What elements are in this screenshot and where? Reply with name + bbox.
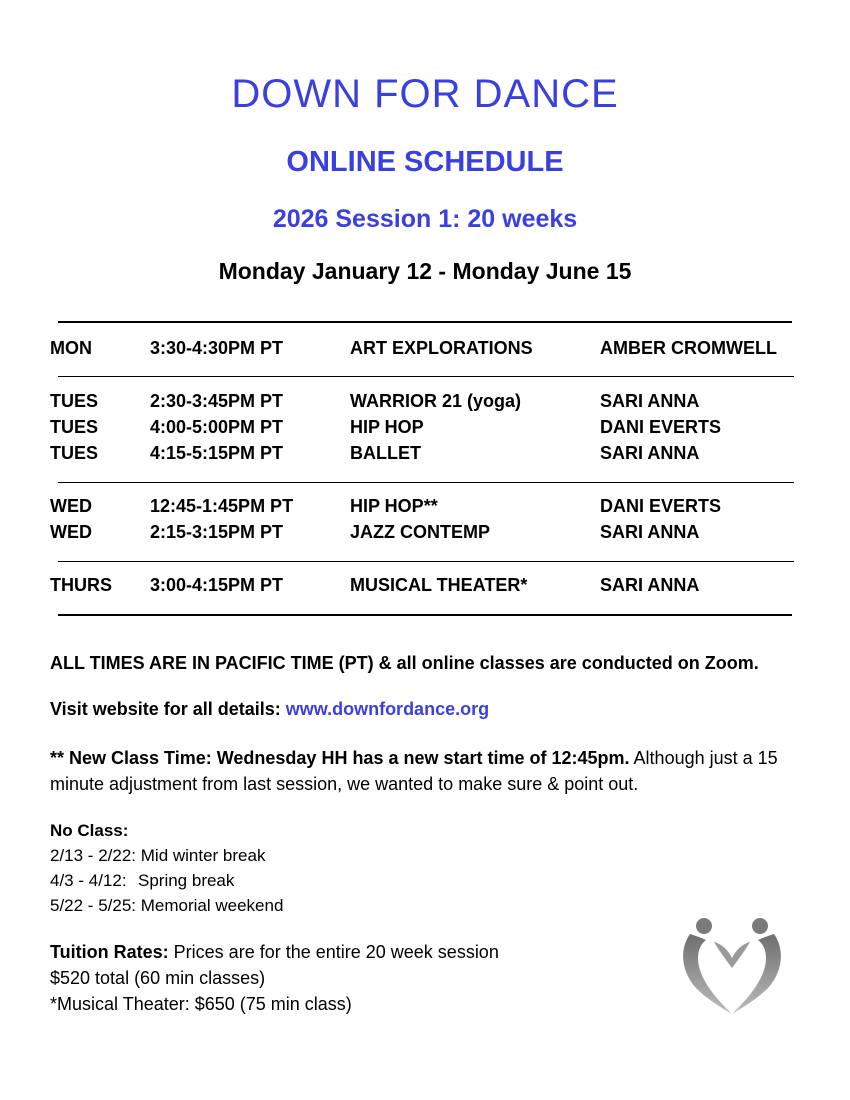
schedule-row xyxy=(50,522,810,546)
schedule-class: ART EXPLORATIONS xyxy=(350,338,533,358)
divider xyxy=(58,561,794,562)
no-class-reason: Mid winter break xyxy=(140,846,266,865)
schedule-teacher: AMBER CROMWELL xyxy=(600,338,777,358)
session-dates: Monday January 12 - Monday June 15 xyxy=(218,258,632,284)
tuition-label: Tuition Rates: xyxy=(50,942,169,962)
no-class-dates: 2/13 - 2/22: xyxy=(50,846,137,865)
no-class-reason: Spring break xyxy=(138,871,235,890)
schedule-teacher: SARI ANNA xyxy=(600,522,700,542)
schedule-day: TUES xyxy=(50,417,99,437)
no-class-dates: 5/22 - 5/25: xyxy=(50,896,137,915)
heart-figures-logo-icon xyxy=(676,912,788,1022)
session-title: 2026 Session 1: 20 weeks xyxy=(272,205,578,233)
schedule-time: 2:15-3:15PM PT xyxy=(150,522,284,542)
schedule-teacher: SARI ANNA xyxy=(600,391,700,411)
schedule-class: WARRIOR 21 (yoga) xyxy=(350,391,522,411)
no-class-heading: No Class: xyxy=(50,821,129,840)
divider xyxy=(58,614,792,616)
no-class-dates: 4/3 - 4/12: xyxy=(50,871,127,890)
website-link[interactable]: www.downfordance.org xyxy=(285,699,490,719)
list-item xyxy=(50,868,810,893)
website-line xyxy=(50,696,810,722)
brand-title: DOWN FOR DANCE xyxy=(231,72,619,116)
schedule-row xyxy=(50,391,810,415)
schedule-time: 3:30-4:30PM PT xyxy=(150,338,284,358)
schedule-time: 4:15-5:15PM PT xyxy=(150,443,284,463)
schedule-class: HIP HOP xyxy=(350,417,424,437)
schedule-row xyxy=(50,417,810,441)
divider xyxy=(58,321,792,323)
no-class-reason: Memorial weekend xyxy=(140,896,284,915)
tuition-line: $520 total (60 min classes) xyxy=(50,968,266,988)
schedule-row xyxy=(50,443,810,467)
schedule-time: 3:00-4:15PM PT xyxy=(150,575,284,595)
divider xyxy=(58,482,794,483)
schedule-time: 4:00-5:00PM PT xyxy=(150,417,284,437)
new-time-note xyxy=(50,745,810,797)
schedule-teacher: SARI ANNA xyxy=(600,443,700,463)
schedule-day: THURS xyxy=(50,575,112,595)
new-time-bold: ** New Class Time: Wednesday HH has a new start time of 12:45pm. xyxy=(50,748,630,768)
schedule-class: MUSICAL THEATER* xyxy=(350,575,528,595)
new-time-rest: Although just a 15 minute adjustment from last session, we wanted to make sure & point out. xyxy=(50,748,778,794)
list-item xyxy=(50,843,810,868)
schedule-time: 2:30-3:45PM PT xyxy=(150,391,284,411)
schedule-day: WED xyxy=(50,496,92,516)
page-title: ONLINE SCHEDULE xyxy=(286,146,564,178)
schedule-class: HIP HOP** xyxy=(350,496,438,516)
schedule-class: JAZZ CONTEMP xyxy=(350,522,491,542)
schedule-day: MON xyxy=(50,338,92,358)
schedule-day: TUES xyxy=(50,443,99,463)
timezone-note: ALL TIMES ARE IN PACIFIC TIME (PT) & all online classes are conducted on Zoom. xyxy=(50,653,759,673)
no-class-section xyxy=(50,818,810,918)
schedule-time: 12:45-1:45PM PT xyxy=(150,496,294,516)
divider xyxy=(58,376,794,377)
schedule-class: BALLET xyxy=(350,443,421,463)
schedule-row xyxy=(50,575,810,599)
schedule-teacher: DANI EVERTS xyxy=(600,417,722,437)
tuition-line: *Musical Theater: $650 (75 min class) xyxy=(50,994,352,1014)
schedule-row xyxy=(50,496,810,520)
schedule-day: WED xyxy=(50,522,92,542)
schedule-day: TUES xyxy=(50,391,99,411)
website-label: Visit website for all details: xyxy=(50,699,286,719)
schedule-teacher: SARI ANNA xyxy=(600,575,700,595)
tuition-description: Prices are for the entire 20 week session xyxy=(168,942,499,962)
schedule-row xyxy=(50,338,810,362)
schedule-teacher: DANI EVERTS xyxy=(600,496,722,516)
